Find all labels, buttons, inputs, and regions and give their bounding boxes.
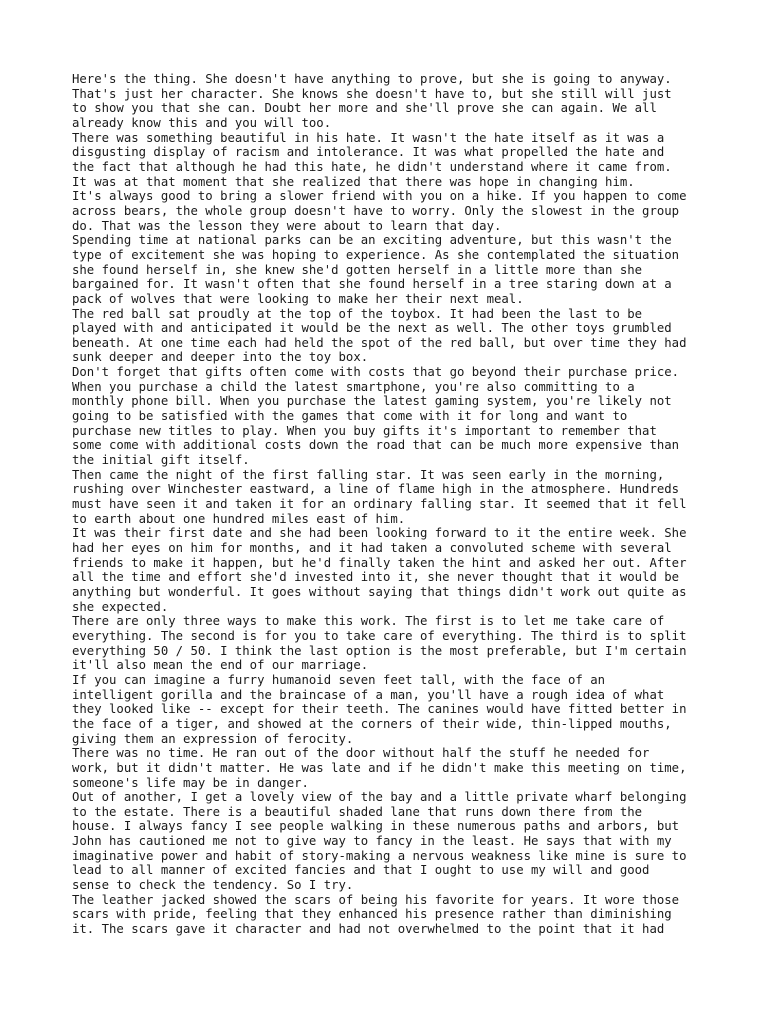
paragraph-6: Don't forget that gifts often come with costs that go beyond their purchase price. When you purchase a child the latest smartphone, you're also committing to a monthly phone bill. When you purchase the latest gaming system, you're likely not going to be satisfied with the games that come with it for long and want to purchase new titles to play. When you buy gifts it's important to remember that some come with additional costs down the road that can be much more expensive than the initial gift itself.	[72, 365, 680, 468]
paragraph-7: Then came the night of the first falling star. It was seen early in the morning, rushing over Winchester eastward, a line of flame high in the atmosphere. Hundreds must have seen it and taken it for an ordinary falling star. It seemed that it fell to earth about one hundred miles east of him.	[72, 467, 687, 526]
paragraph-11: There was no time. He ran out of the door without half the stuff he needed for work, but it didn't matter. He was late and if he didn't make this meeting on time, someone's life may be in danger.	[72, 746, 687, 790]
paragraph-13: The leather jacked showed the scars of being his favorite for years. It wore those scars with pride, feeling that they enhanced his presence rather than diminishing it. The scars gave it character and had not overwhelmed to the point that it had	[72, 892, 680, 937]
paragraph-9: There are only three ways to make this work. The first is to let me take care of everything. The second is for you to take care of everything. The third is to split everything 50 / 50. I think the last option is the most preferable, but I'm certain it'll also mean the end of our marriage.	[72, 614, 687, 673]
paragraph-8: It was their first date and she had been looking forward to it the entire week. She had her eyes on him for months, and it had taken a convoluted scheme with several friends to make it happen, but he'd finally taken the hint and asked her out. After all the time and effort she'd invested into it, she never thought that it would be anything but wonderful. It goes without saying that things didn't work out quite as she expected.	[72, 526, 687, 614]
paragraph-4: Spending time at national parks can be an exciting adventure, but this wasn't the type of excitement she was hoping to experience. As she contemplated the situation she found herself in, she knew she'd gotten herself in a little more than she bargained for. It wasn't often that she found herself in a tree staring down at a pack of wolves that were looking to make her their next meal.	[72, 233, 680, 306]
paragraph-2: There was something beautiful in his hate. It wasn't the hate itself as it was a disgusting display of racism and intolerance. It was what propelled the hate and the fact that although he had this hate, he didn't understand where it came from. It was at that moment that she realized that there was hope in changing him.	[72, 130, 672, 189]
document-body	[72, 72, 712, 937]
paragraph-12: Out of another, I get a lovely view of the bay and a little private wharf belonging to the estate. There is a beautiful shaded lane that runs down there from the house. I always fancy I see people walking in these numerous paths and arbors, but John has cautioned me not to give way to fancy in the least. He says that with my imaginative power and habit of story-making a nervous weakness like mine is sure to lead to all manner of excited fancies and that I ought to use my will and good sense to check the tendency. So I try.	[72, 790, 687, 893]
paragraph-10: If you can imagine a furry humanoid seven feet tall, with the face of an intelligent gorilla and the braincase of a man, you'll have a rough idea of what they looked like -- except for their teeth. The canines would have fitted better in the face of a tiger, and showed at the corners of their wide, thin-lipped mouths, giving them an expression of ferocity.	[72, 672, 687, 746]
paragraph-1: Here's the thing. She doesn't have anything to prove, but she is going to anyway. That's just her character. She knows she doesn't have to, but she still will just to show you that she can. Doubt her more and she'll prove she can again. We all already know this and you will too.	[72, 72, 672, 130]
paragraph-3: It's always good to bring a slower friend with you on a hike. If you happen to come across bears, the whole group doesn't have to worry. Only the slowest in the group do. That was the lesson they were about to learn that day.	[72, 189, 687, 233]
paragraph-5: The red ball sat proudly at the top of the toybox. It had been the last to be played with and anticipated it would be the next as well. The other toys grumbled beneath. At one time each had held the spot of the red ball, but over time they had sunk deeper and deeper into the toy box.	[72, 306, 687, 365]
